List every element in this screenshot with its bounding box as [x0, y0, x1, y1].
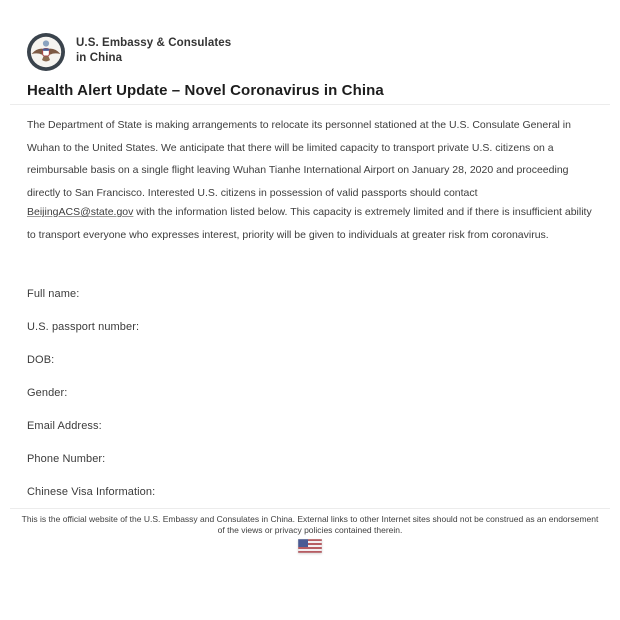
form-fields — [27, 288, 155, 519]
alert-paragraph-2-text: with the information listed below. This capacity is extremely limited and if there is insufficient ability to transport everyone who expresses interest, priority will be given to individuals at greater risk from coronavirus. — [27, 206, 592, 241]
field-label-passport-number: U.S. passport number: — [27, 321, 140, 333]
email-link[interactable]: BeijingACS@state.gov — [27, 206, 134, 218]
footer-disclaimer: This is the official website of the U.S. Embassy and Consulates in China. External links to other Internet sites should not be construed as an endorsement of the views or privacy policies contained therein. — [21, 514, 599, 535]
field-label-chinese-visa: Chinese Visa Information: — [27, 486, 156, 498]
alert-paragraph-1: The Department of State is making arrangements to relocate its personnel stationed at the U.S. Consulate General in Wuhan to the United States. We anticipate that there will be limited capacity to transport private U.S. citizens on a reimbursable basis on a single flight leaving Wuhan Tianhe International Airport on January 28, 2020 and proceeding directly to San Francisco. Interested U.S. citizens in possession of valid passports should contact — [27, 119, 571, 199]
field-label-email-address: Email Address: — [27, 420, 102, 432]
org-name[interactable] — [76, 36, 231, 66]
field-label-phone-number: Phone Number: — [27, 453, 106, 465]
field-label-gender: Gender: — [27, 387, 68, 399]
page-title: Health Alert Update – Novel Coronavirus in China — [27, 82, 384, 99]
field-label-dob: DOB: — [27, 354, 55, 366]
title-divider — [10, 104, 610, 105]
footer-divider — [10, 508, 610, 509]
site-header — [27, 33, 231, 71]
field-label-full-name: Full name: — [27, 288, 80, 300]
us-great-seal-icon[interactable] — [27, 33, 65, 71]
alert-paragraph-2 — [27, 201, 602, 246]
org-name-line1: U.S. Embassy & Consulates — [76, 37, 232, 49]
us-flag-icon — [298, 539, 322, 553]
org-name-line2: in China — [76, 52, 123, 64]
